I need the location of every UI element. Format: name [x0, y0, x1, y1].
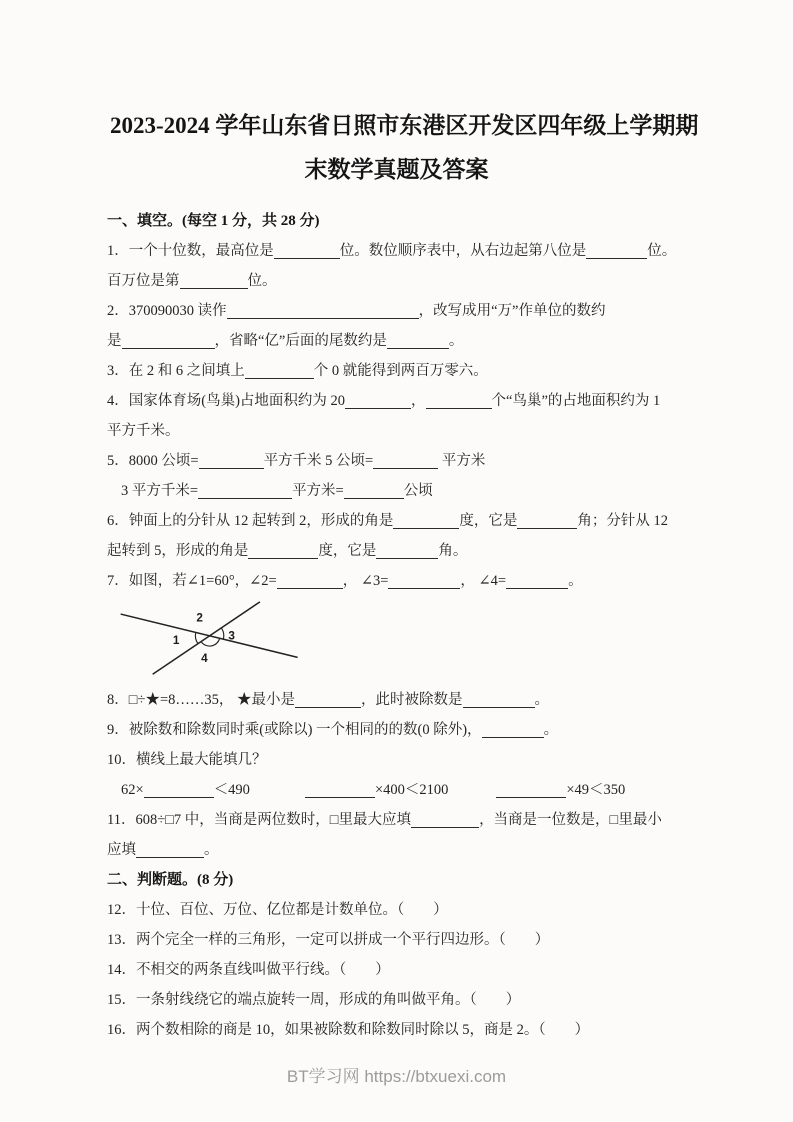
answer-blank — [463, 693, 535, 708]
question-line — [107, 745, 707, 775]
answer-blank — [344, 484, 404, 499]
question-text: 62× — [121, 782, 144, 798]
question-line — [107, 685, 707, 715]
spacer — [250, 793, 305, 794]
question-line — [107, 775, 707, 805]
question-text: 平方千米 5 公顷= — [263, 453, 374, 469]
question-line — [107, 985, 707, 1015]
answer-blank — [305, 783, 375, 798]
question-text: 。 — [543, 722, 559, 738]
question-text: 平方米= — [292, 483, 344, 499]
question-text: 14．不相交的两条直线叫做平行线。（ ） — [107, 962, 390, 978]
page-footer — [0, 1062, 793, 1087]
question-list — [107, 206, 707, 1045]
angle1-arc — [195, 632, 197, 643]
question-line — [107, 416, 707, 446]
question-text: 起转到 5，形成的角是 — [107, 543, 249, 559]
answer-blank — [277, 574, 343, 589]
title-line-2: 末数学真题及答案 — [304, 157, 489, 182]
question-line — [107, 266, 707, 296]
question-text: 平方千米。 — [107, 423, 180, 439]
question-text: 2．370090030 读作 — [107, 303, 227, 319]
question-text: 度，它是 — [318, 543, 377, 559]
section-heading — [107, 206, 707, 236]
question-text: 位。数位顺序表中，从右边起第八位是 — [339, 243, 587, 259]
question-line — [107, 925, 707, 955]
footer-site-link[interactable]: BT学习网 https://btxuexi.com — [286, 1067, 507, 1086]
question-text: 1．一个十位数，最高位是 — [107, 243, 274, 259]
answer-blank — [345, 394, 411, 409]
question-text: ，改写成用“万”作单位的数约 — [418, 303, 606, 319]
question-text: 。 — [204, 842, 219, 858]
question-text: 个 0 就能得到两百万零六。 — [313, 363, 488, 379]
answer-blank — [376, 544, 438, 559]
question-line — [107, 895, 707, 925]
question-text: ， — [411, 393, 426, 409]
answer-blank — [496, 783, 566, 798]
question-text: 平方米 — [438, 453, 486, 469]
answer-blank — [227, 304, 419, 319]
answer-blank — [388, 574, 460, 589]
question-text: 15．一条射线绕它的端点旋转一周，形成的角叫做平角。（ ） — [107, 992, 521, 1008]
question-line — [107, 1015, 707, 1045]
spacer — [448, 793, 496, 794]
question-line — [107, 386, 707, 416]
question-text: 公顷 — [403, 483, 433, 499]
angle-figure — [111, 599, 707, 679]
question-text: 度，它是 — [459, 513, 518, 529]
question-line — [107, 236, 707, 266]
answer-blank — [393, 514, 459, 529]
angle1-label: 1 — [172, 634, 180, 648]
question-text: ， ∠4= — [460, 573, 507, 589]
question-text: 百万位是第 — [107, 273, 180, 289]
question-text: 10．横线上最大能填几？ — [107, 752, 267, 768]
question-line — [107, 536, 707, 566]
answer-blank — [586, 244, 647, 259]
question-text: 。 — [568, 573, 583, 589]
question-text: 11．608÷□7 中，当商是两位数时，□里最大应填 — [107, 812, 412, 828]
question-text: 6．钟面上的分针从 12 起转到 2，形成的角是 — [107, 513, 394, 529]
question-text: 9．被除数和除数同时乘(或除以) 一个相同的的数(0 除外)， — [107, 722, 482, 738]
question-text: 。 — [534, 692, 550, 708]
answer-blank — [245, 364, 314, 379]
answer-blank — [517, 514, 577, 529]
question-text: 5．8000 公顷= — [107, 453, 199, 469]
answer-blank — [426, 394, 492, 409]
question-line — [107, 506, 707, 536]
answer-blank — [198, 484, 292, 499]
question-text: 位。 — [247, 273, 277, 289]
answer-blank — [506, 574, 568, 589]
answer-blank — [274, 244, 340, 259]
question-text: 7．如图，若∠1=60°，∠2= — [107, 573, 277, 589]
question-line — [107, 805, 707, 835]
page-title — [110, 104, 699, 192]
question-text: 12．十位、百位、万位、亿位都是计数单位。（ ） — [107, 902, 448, 918]
question-text: ×49＜350 — [566, 782, 626, 798]
answer-blank — [295, 693, 361, 708]
question-line — [107, 955, 707, 985]
title-line-1: 2023-2024 学年山东省日照市东港区开发区四年级上学期期 — [110, 113, 699, 138]
answer-blank — [411, 813, 479, 828]
angle4-label: 4 — [201, 652, 208, 666]
question-line — [107, 715, 707, 745]
question-line — [107, 296, 707, 326]
answer-blank — [387, 334, 449, 349]
question-text: 。 — [448, 333, 464, 349]
question-text: 角。 — [438, 543, 468, 559]
question-text: 3．在 2 和 6 之间填上 — [107, 363, 245, 379]
question-text: 13．两个完全一样的三角形，一定可以拼成一个平行四边形。（ ） — [107, 932, 550, 948]
question-text: 8．□÷★=8……35， ★最小是 — [107, 692, 296, 708]
question-text: ＜490 — [213, 782, 250, 798]
question-text: 应填 — [107, 842, 136, 858]
question-text: 角；分针从 12 — [577, 513, 668, 529]
angle3-label: 3 — [228, 629, 235, 643]
question-line — [107, 476, 707, 506]
answer-blank — [373, 454, 438, 469]
answer-blank — [144, 783, 214, 798]
question-text: 3 平方千米= — [121, 483, 199, 499]
question-line — [107, 356, 707, 386]
question-line — [107, 566, 707, 596]
angle3-arc — [221, 628, 223, 639]
answer-blank — [180, 274, 248, 289]
section-heading — [107, 865, 707, 895]
answer-blank — [122, 334, 215, 349]
question-text: 位。 — [647, 243, 677, 259]
question-line — [107, 835, 707, 865]
answer-blank — [482, 723, 544, 738]
question-text: ， ∠3= — [342, 573, 389, 589]
question-text: 16．两个数相除的商是 10，如果被除数和除数同时除以 5，商是 2。（ ） — [107, 1022, 590, 1038]
question-text: ，此时被除数是 — [361, 692, 463, 708]
question-text: 是 — [107, 333, 122, 349]
question-text: 4．国家体育场(鸟巢)占地面积约为 20 — [107, 393, 346, 409]
angle2-label: 2 — [196, 611, 203, 625]
question-line — [107, 446, 707, 476]
crossing-lines-diagram — [111, 599, 311, 679]
question-text: ×400＜2100 — [374, 782, 449, 798]
question-text: ，省略“亿”后面的尾数约是 — [214, 333, 387, 349]
question-line — [107, 326, 707, 356]
question-text: 个“鸟巢”的占地面积约为 1 — [491, 393, 661, 409]
question-text: ，当商是一位数是，□里最小 — [479, 812, 662, 828]
answer-blank — [136, 843, 204, 858]
answer-blank — [248, 544, 318, 559]
question-text: 一、填空。(每空 1 分，共 28 分) — [107, 213, 320, 229]
question-text: 二、判断题。(8 分) — [107, 872, 234, 888]
answer-blank — [199, 454, 264, 469]
